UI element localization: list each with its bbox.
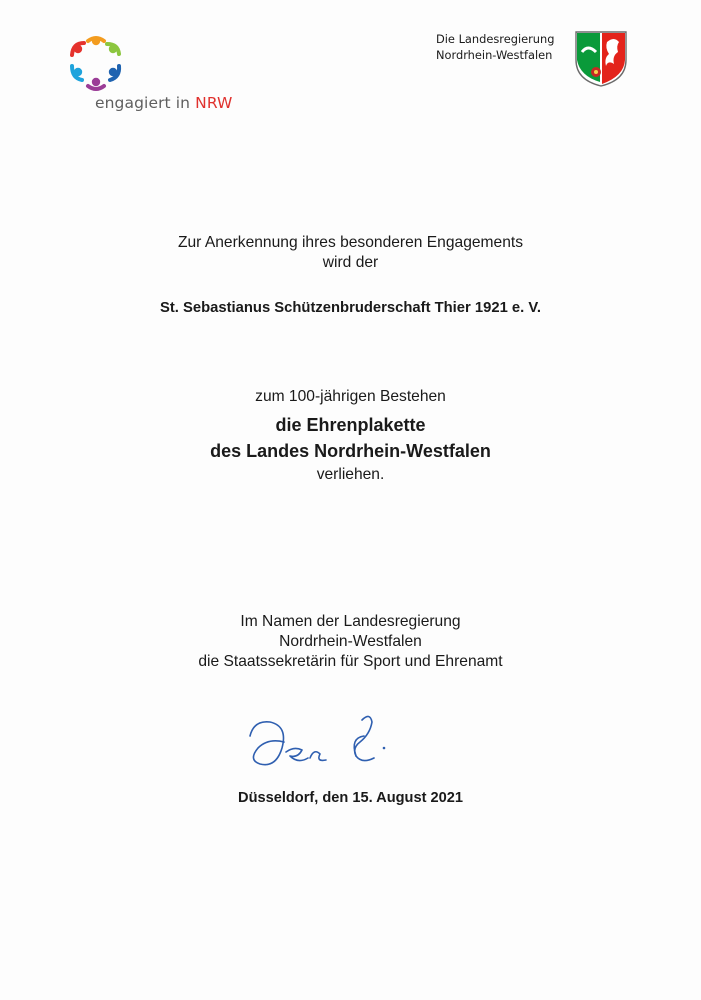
award-line-1: die Ehrenplakette — [275, 415, 426, 435]
government-line-1: Die Landesregierung — [436, 32, 555, 46]
engagiert-logo-text — [95, 94, 233, 112]
engagiert-in-nrw-logo — [62, 30, 242, 120]
organization-name: St. Sebastianus Schützenbruderschaft Thier 1921 e. V. — [159, 300, 541, 316]
occasion-text: zum 100-jährigen Bestehen — [255, 388, 446, 405]
handwritten-signature — [244, 708, 414, 780]
signer-block — [0, 612, 701, 672]
signer-line-3: die Staatssekretärin für Sport und Ehrenamt — [198, 653, 503, 670]
nrw-coat-of-arms-icon — [574, 30, 628, 88]
nrw-label: NRW — [195, 94, 233, 112]
landesregierung-logo — [436, 28, 636, 88]
intro-line-2: wird der — [322, 254, 379, 271]
engagiert-label: engagiert in — [95, 94, 191, 112]
place-and-date: Düsseldorf, den 15. August 2021 — [238, 790, 463, 806]
people-circle-icon — [66, 32, 126, 94]
award-title — [0, 412, 701, 464]
granted-text: verliehen. — [316, 466, 385, 483]
intro-line-1: Zur Anerkennung ihres besonderen Engagements — [177, 234, 524, 251]
award-line-2: des Landes Nordrhein-Westfalen — [210, 441, 491, 461]
intro-text — [0, 233, 701, 273]
signer-line-2: Nordrhein-Westfalen — [279, 633, 422, 650]
government-name — [436, 31, 554, 63]
government-line-2: Nordrhein-Westfalen — [436, 48, 553, 62]
signer-line-1: Im Namen der Landesregierung — [240, 613, 461, 630]
